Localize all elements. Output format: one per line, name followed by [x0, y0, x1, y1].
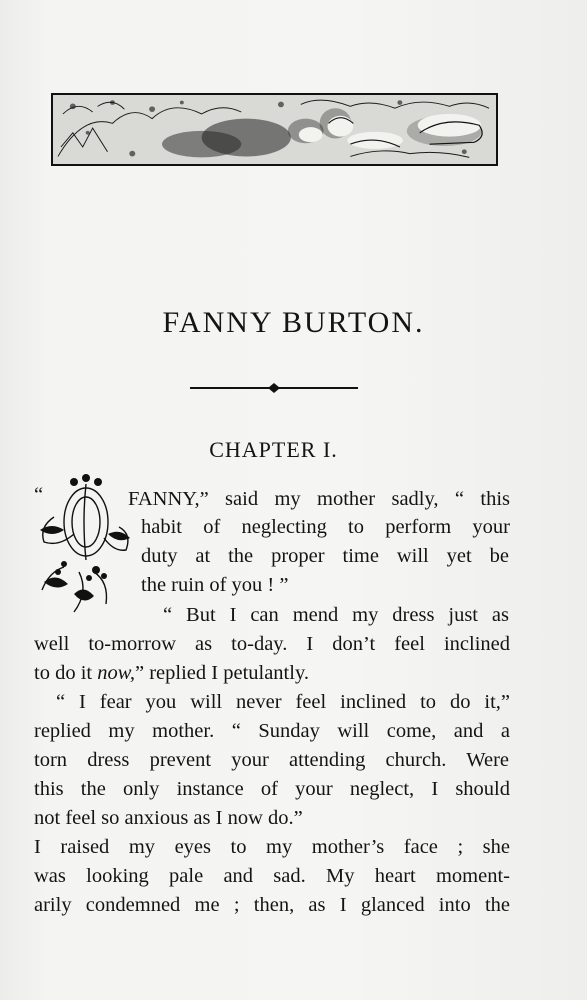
text-line: was looking pale and sad. My heart moment- [34, 865, 510, 887]
headpiece-illustration [51, 93, 498, 166]
text-line: FANNY,” said my mother sadly, “ this [128, 488, 510, 510]
chapter-heading: CHAPTER I. [209, 437, 338, 462]
text-line [34, 663, 309, 684]
text-segment: ” replied I petulantly. [135, 662, 309, 684]
text-line: habit of neglecting to perform your [141, 516, 510, 538]
text-line: the ruin of you ! ” [141, 574, 289, 596]
floral-initial-o-icon [34, 472, 132, 624]
text-line: not feel so anxious as I now do.” [34, 807, 303, 829]
book-title: FANNY BURTON. [162, 306, 425, 339]
text-line: replied my mother. “ Sunday will come, and a [34, 720, 510, 742]
emphasis-now: now, [97, 662, 135, 684]
text-line: I raised my eyes to my mother’s face ; she [34, 836, 510, 858]
sleeping-girl-icon [53, 95, 496, 164]
text-line: duty at the proper time will yet be [141, 545, 509, 567]
text-line: “ But I can mend my dress just as [163, 604, 509, 626]
text-line: arily condemned me ; then, as I glanced into the [34, 894, 510, 916]
text-line: well to-morrow as to-day. I don’t feel inclined [34, 633, 510, 655]
opening-quote: “ [34, 484, 44, 506]
text-line: this the only instance of your neglect, I should [34, 778, 510, 800]
text-line: torn dress prevent your attending church. Were [34, 749, 509, 771]
ornamental-rule-icon [190, 381, 358, 395]
text-segment: to do it [34, 662, 98, 684]
text-line: “ I fear you will never feel inclined to do it,” [56, 691, 510, 713]
